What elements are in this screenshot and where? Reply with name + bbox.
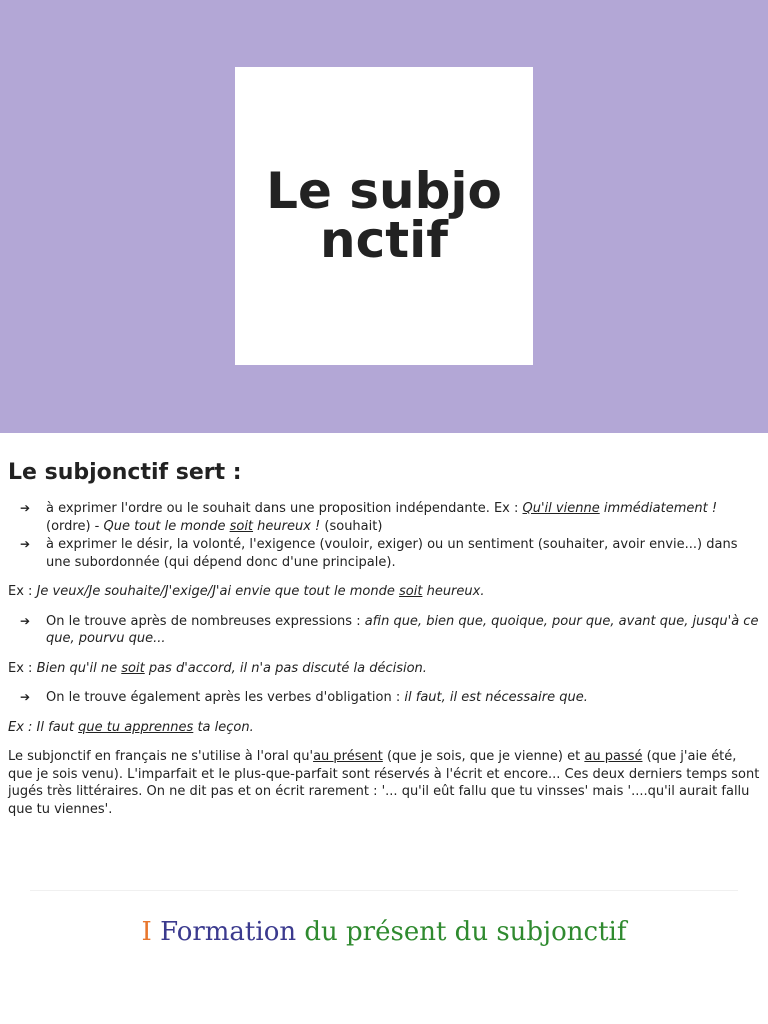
text-span: Bien qu'il ne xyxy=(36,660,122,676)
right-arrow-icon: ➔ xyxy=(20,690,31,704)
text-span: soit xyxy=(399,584,423,599)
text-span: heureux. xyxy=(422,584,485,599)
divider xyxy=(30,890,738,891)
text-span: au passé xyxy=(584,749,643,764)
example-3 xyxy=(8,719,760,737)
obligation-list xyxy=(8,689,760,707)
text-span: soit xyxy=(229,518,254,534)
text-span: Je veux/Je souhaite/J'exige/J'ai envie que tout le monde xyxy=(36,584,400,599)
right-arrow-icon: ➔ xyxy=(20,537,31,551)
title-numeral: I xyxy=(141,917,152,947)
right-arrow-icon: ➔ xyxy=(20,501,31,515)
text-span: heureux ! xyxy=(253,518,321,534)
example-1 xyxy=(8,583,760,601)
expressions-list xyxy=(8,613,760,648)
text-span: à exprimer l'ordre ou le souhait dans une proposition indépendante. Ex : xyxy=(46,501,523,516)
text-span: Que tout le monde xyxy=(103,518,230,534)
text-span: il faut, il est nécessaire que. xyxy=(404,690,588,705)
usage-paragraph xyxy=(8,748,760,818)
text-span: que tu apprennes xyxy=(78,719,194,735)
text-span: à exprimer le désir, la volonté, l'exigence (vouloir, exiger) ou un sentiment (souhaiter, avoir envie...) dans une subordonnée (qui dépend donc d'une principale). xyxy=(46,537,738,570)
text-span: (souhait) xyxy=(320,518,383,534)
text-span: (ordre) - xyxy=(46,518,104,534)
cover-card xyxy=(235,67,533,365)
text-span: Ex : xyxy=(8,584,37,599)
text-span: Ex : xyxy=(8,660,37,676)
text-span: Ex : Il faut xyxy=(8,719,79,735)
list-item xyxy=(8,689,760,707)
text-span: afin que, bien que, quoique, pour que, avant que, jusqu'à ce que, pourvu que... xyxy=(46,613,759,646)
title-rest: du présent du subjonctif xyxy=(304,917,627,947)
text-span: Le subjonctif en français ne s'utilise à l'oral qu' xyxy=(8,749,314,764)
example-2 xyxy=(8,660,760,678)
text-span: Qu'il vienne xyxy=(522,501,600,516)
text-span: ta leçon. xyxy=(193,719,254,735)
text-span: On le trouve également après les verbes d'obligation : xyxy=(46,690,405,705)
usage-list xyxy=(8,500,760,571)
section-heading: Le subjonctif sert : xyxy=(8,460,242,485)
title-word: Formation xyxy=(160,917,297,947)
text-span: pas d'accord, il n'a pas discuté la décision. xyxy=(144,660,427,676)
right-arrow-icon: ➔ xyxy=(20,613,31,628)
list-item xyxy=(8,500,760,535)
text-span: soit xyxy=(121,660,145,676)
formation-title xyxy=(0,912,768,952)
text-span: (que j'aie été, que je sois venu). L'imparfait et le plus-que-parfait sont réservés à l'écrit et encore... Ces deux derniers temps sont jugés très littéraires. On ne dit pas et on écrit rarement : '... qu'il eût fallu que tu vinsses' mais '....qu'il aurait fallu que tu viennes'. xyxy=(8,749,760,817)
text-span: au présent xyxy=(313,749,383,764)
document-content xyxy=(8,458,760,818)
text-span: (que je sois, que je vienne) et xyxy=(382,749,585,764)
text-span: On le trouve après de nombreuses expressions : xyxy=(46,613,365,629)
text-span: immédiatement ! xyxy=(599,501,718,516)
list-item xyxy=(8,613,760,648)
cover-title: Le subjonctif xyxy=(266,162,502,269)
list-item xyxy=(8,536,760,571)
